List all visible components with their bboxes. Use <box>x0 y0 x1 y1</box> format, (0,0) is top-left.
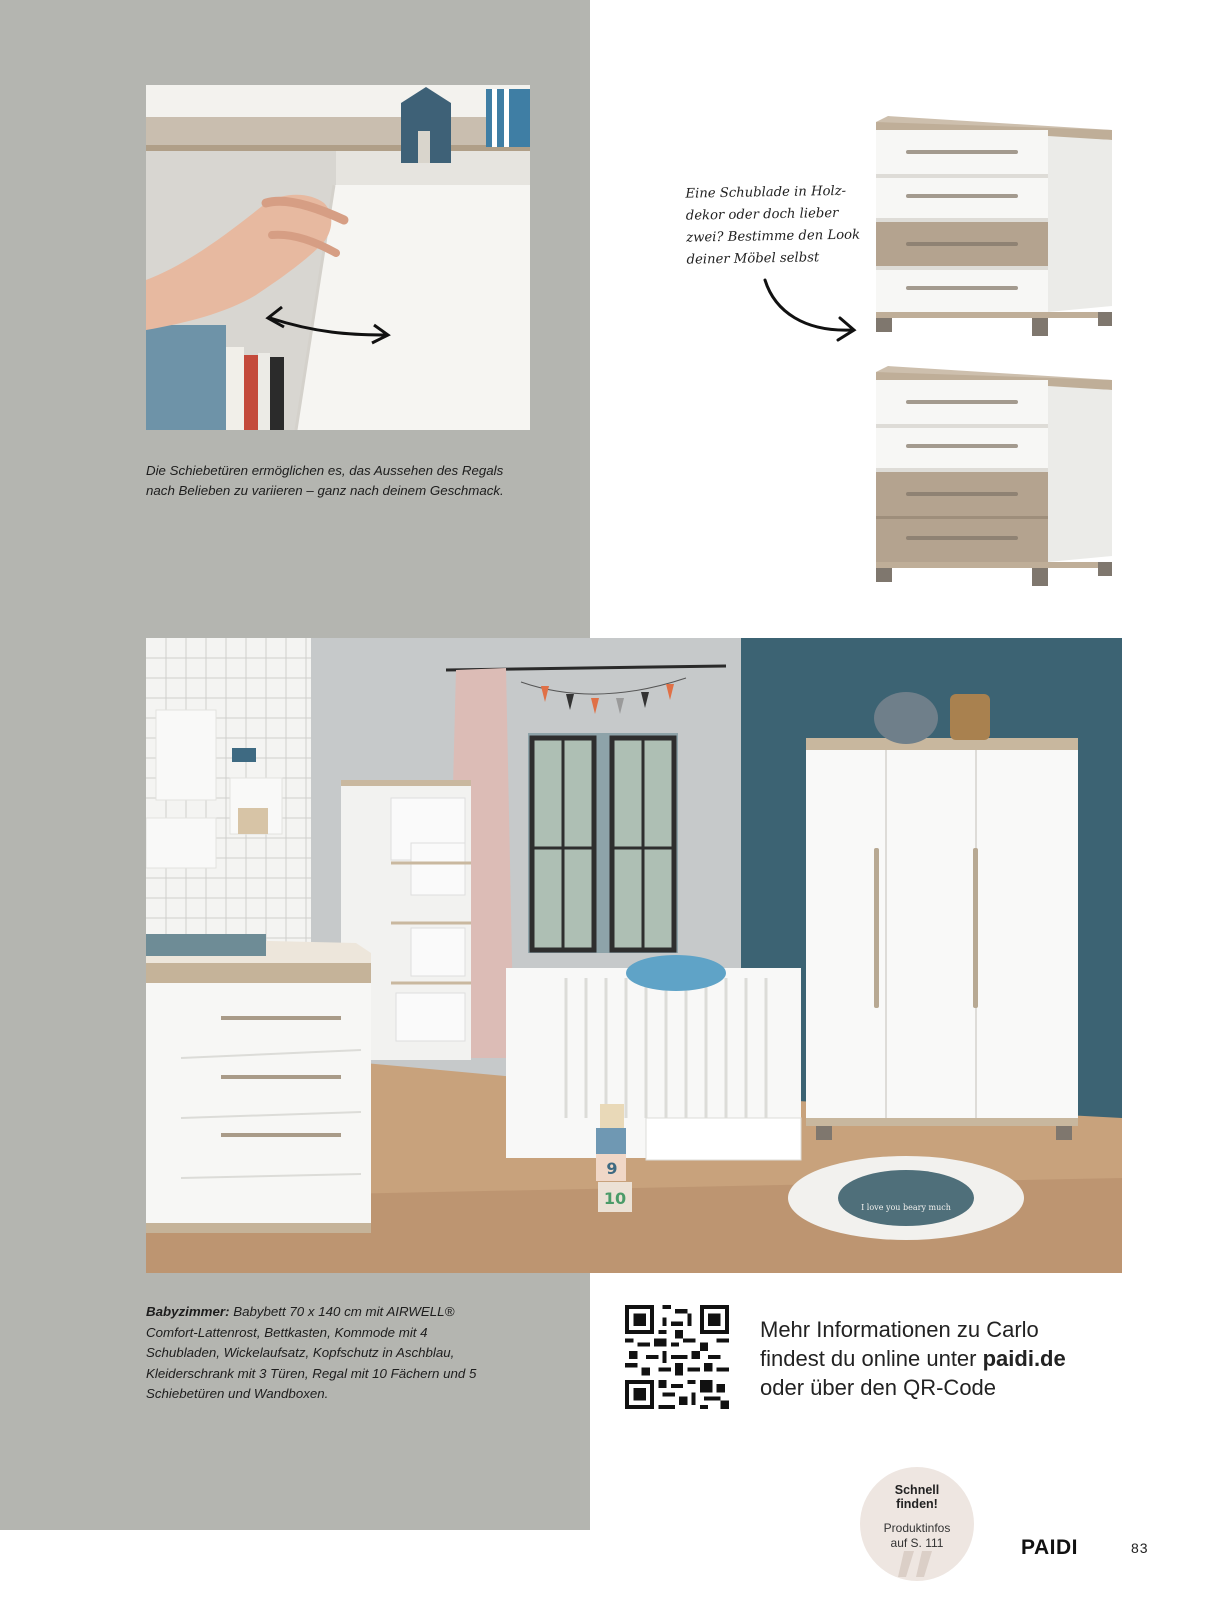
dresser-one-wood-drawer <box>876 116 1124 336</box>
toy-block-9: 9 <box>606 1159 618 1178</box>
qr-code-icon[interactable] <box>625 1305 729 1409</box>
sliding-doors-caption: Die Schiebetüren ermöglichen es, das Aussehen des Regals nach Belieben zu variieren – ganz nach deinem Geschmack. <box>146 463 504 498</box>
paidi-logo: PAIDI <box>1021 1536 1078 1559</box>
badge-sub-line-2: auf S. 111 <box>890 1536 944 1550</box>
caption-lead: Babyzimmer: <box>146 1304 230 1319</box>
badge-title-line-2: finden! <box>896 1497 938 1511</box>
badge-sub-line-1: Produktinfos <box>883 1521 951 1535</box>
badge-subtitle <box>860 1521 974 1551</box>
page-number: 83 <box>1131 1540 1149 1556</box>
badge-title <box>860 1483 974 1511</box>
handwritten-note <box>685 180 872 271</box>
info-line-2-prefix: findest du online unter <box>760 1346 983 1371</box>
rug-text: I love you beary much <box>861 1203 951 1212</box>
info-line-2 <box>760 1344 1140 1373</box>
quick-find-badge[interactable] <box>860 1467 974 1581</box>
handnote-line: dekor oder doch lieber <box>685 205 839 224</box>
curved-arrow-icon <box>760 272 870 352</box>
paidi-link[interactable]: paidi.de <box>982 1346 1066 1371</box>
babyzimmer-room-photo <box>146 638 1122 1273</box>
dresser-two-wood-drawers <box>876 366 1124 586</box>
handnote-line: zwei? Bestimme den Look <box>686 227 861 246</box>
toy-block-10: 10 <box>603 1189 627 1208</box>
quote-marks-icon <box>898 1549 938 1579</box>
handnote-line: Eine Schublade in Holz- <box>685 183 847 202</box>
sliding-door-photo <box>146 85 530 430</box>
info-line-3: oder über den QR-Code <box>760 1375 997 1400</box>
babyzimmer-caption <box>146 1302 496 1405</box>
handnote-line: deiner Möbel selbst <box>686 250 820 268</box>
badge-title-line-1: Schnell <box>894 1483 940 1497</box>
caption-body: Babybett 70 x 140 cm mit AIRWELL® Comfort-Lattenrost, Bettkasten, Kommode mit 4 Schubladen, Wickelaufsatz, Kopfschutz in Aschblau, Kleiderschrank mit 3 Türen, Regal mit 10 Fächern und 5 Schiebetüren und Wandboxen. <box>146 1304 477 1401</box>
more-info-text <box>760 1315 1140 1402</box>
info-line-1: Mehr Informationen zu Carlo <box>760 1317 1039 1342</box>
